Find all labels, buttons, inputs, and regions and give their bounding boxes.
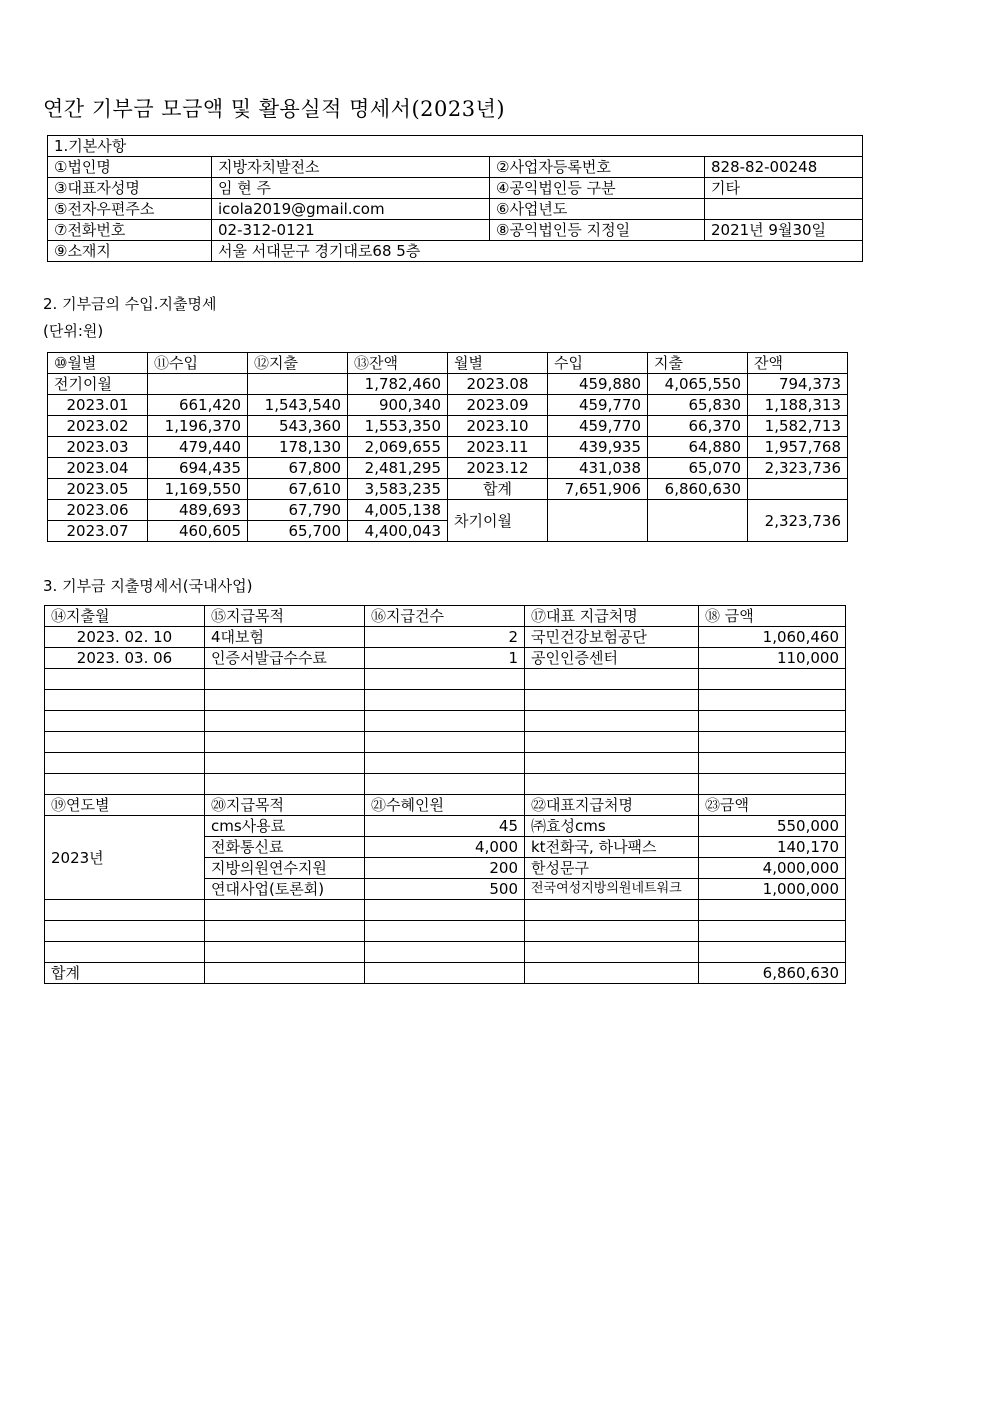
empty-row [45,774,846,795]
purpose-cell: 지방의원연수지원 [205,858,365,879]
empty-cell [699,942,846,963]
total-amount: 6,860,630 [699,963,846,984]
basic-info-table [47,135,863,262]
empty-cell [205,900,365,921]
table-row [48,479,848,500]
amount-cell: 1,582,713 [748,416,848,437]
empty-cell [525,942,699,963]
table-header-row [48,353,848,374]
empty-cell [45,900,205,921]
empty-cell [365,732,525,753]
empty-cell [699,669,846,690]
biz-year-value [705,199,863,220]
column-header: 월별 [448,353,548,374]
amount-cell: 65,830 [648,395,748,416]
empty-row [45,732,846,753]
amount-cell: 459,880 [548,374,648,395]
date-cell: 2023. 03. 06 [45,648,205,669]
table-header-row [45,795,846,816]
empty-cell [699,753,846,774]
amount-cell [248,374,348,395]
empty-cell [365,900,525,921]
amount-cell: 459,770 [548,416,648,437]
column-header: 수입 [548,353,648,374]
empty-cell [525,711,699,732]
income-expense-table [47,352,848,542]
carry-over-expense [648,500,748,542]
empty-cell [45,711,205,732]
carry-over-income [548,500,648,542]
page-title: 연간 기부금 모금액 및 활용실적 명세서(2023년) [43,97,506,121]
date-cell: 2023. 02. 10 [45,627,205,648]
empty-cell [205,753,365,774]
carry-over-label: 차기이월 [448,500,548,542]
amount-cell: 2,323,736 [748,458,848,479]
empty-cell [205,963,365,984]
total-label: 합계 [448,479,548,500]
amount-cell [748,479,848,500]
expense-detail-table [44,605,846,984]
empty-cell [525,963,699,984]
empty-cell [45,690,205,711]
corp-type-value: 기타 [705,178,863,199]
amount-cell: 694,435 [148,458,248,479]
table-row [45,627,846,648]
month-cell: 전기이월 [48,374,148,395]
amount-cell: 6,860,630 [648,479,748,500]
column-header: ⑳지급목적 [205,795,365,816]
table-row [48,395,848,416]
empty-cell [525,900,699,921]
table-row [48,437,848,458]
month-cell: 2023.10 [448,416,548,437]
purpose-cell: cms사용료 [205,816,365,837]
empty-cell [365,711,525,732]
email-value: icola2019@gmail.com [212,199,490,220]
corp-name-label: ①법인명 [48,157,212,178]
column-header: 지출 [648,353,748,374]
amount-cell: 65,070 [648,458,748,479]
empty-row [45,921,846,942]
column-header: ⑰대표 지급처명 [525,606,699,627]
rep-label: ③대표자성명 [48,178,212,199]
empty-cell [699,774,846,795]
amount-cell: 460,605 [148,521,248,542]
amount-cell: 2,481,295 [348,458,448,479]
amount-cell: 4,005,138 [348,500,448,521]
amount-cell: 66,370 [648,416,748,437]
amount-cell: 489,693 [148,500,248,521]
table-row [48,500,848,521]
empty-row [45,669,846,690]
amount-cell: 794,373 [748,374,848,395]
column-header: ⑭지출월 [45,606,205,627]
expense-section-title: 3. 기부금 지출명세서(국내사업) [43,577,253,595]
month-cell: 2023.12 [448,458,548,479]
table-row [45,816,846,837]
empty-cell [45,942,205,963]
empty-cell [205,774,365,795]
empty-row [45,690,846,711]
month-cell: 2023.04 [48,458,148,479]
table-header-row [45,606,846,627]
amount-cell: 479,440 [148,437,248,458]
corp-name-value: 지방자치발전소 [212,157,490,178]
column-header: ⑬잔액 [348,353,448,374]
designated-date-value: 2021년 9월30일 [705,220,863,241]
empty-cell [525,732,699,753]
amount-cell: 67,610 [248,479,348,500]
column-header: ⑫지출 [248,353,348,374]
empty-cell [205,732,365,753]
income-section-title: 2. 기부금의 수입.지출명세 [43,295,217,313]
phone-value: 02-312-0121 [212,220,490,241]
amount-cell: 178,130 [248,437,348,458]
carry-over-balance: 2,323,736 [748,500,848,542]
column-header: ⑮지급목적 [205,606,365,627]
empty-cell [699,732,846,753]
empty-cell [365,921,525,942]
month-cell: 2023.11 [448,437,548,458]
amount-cell: 459,770 [548,395,648,416]
phone-label: ⑦전화번호 [48,220,212,241]
empty-cell [45,669,205,690]
empty-cell [525,669,699,690]
corp-type-label: ④공익법인등 구분 [490,178,705,199]
empty-cell [205,942,365,963]
amount-cell: 4,400,043 [348,521,448,542]
empty-cell [45,753,205,774]
empty-cell [205,669,365,690]
empty-cell [365,690,525,711]
amount-cell: 3,583,235 [348,479,448,500]
amount-cell: 4,000,000 [699,858,846,879]
beneficiary-count-cell: 4,000 [365,837,525,858]
amount-cell: 64,880 [648,437,748,458]
amount-cell: 431,038 [548,458,648,479]
purpose-cell: 연대사업(토론회) [205,879,365,900]
table-row [48,416,848,437]
column-header: 잔액 [748,353,848,374]
beneficiary-count-cell: 500 [365,879,525,900]
empty-cell [365,774,525,795]
purpose-cell: 4대보험 [205,627,365,648]
year-cell: 2023년 [45,816,205,900]
amount-cell: 900,340 [348,395,448,416]
column-header: ⑯지급건수 [365,606,525,627]
table-row [48,458,848,479]
amount-cell: 543,360 [248,416,348,437]
empty-cell [205,711,365,732]
count-cell: 1 [365,648,525,669]
email-label: ⑤전자우편주소 [48,199,212,220]
amount-cell: 67,800 [248,458,348,479]
empty-cell [525,921,699,942]
amount-cell: 4,065,550 [648,374,748,395]
empty-cell [45,921,205,942]
payee-cell: 한성문구 [525,858,699,879]
beneficiary-count-cell: 200 [365,858,525,879]
month-cell: 2023.03 [48,437,148,458]
amount-cell: 110,000 [699,648,846,669]
empty-cell [45,774,205,795]
amount-cell: 1,782,460 [348,374,448,395]
amount-cell: 140,170 [699,837,846,858]
empty-cell [699,921,846,942]
amount-cell: 550,000 [699,816,846,837]
payee-cell: 전국여성지방의원네트워크 [525,879,699,900]
empty-cell [365,753,525,774]
amount-cell: 1,957,768 [748,437,848,458]
total-row [45,963,846,984]
payee-cell: 국민건강보험공단 [525,627,699,648]
month-cell: 2023.07 [48,521,148,542]
month-cell: 2023.09 [448,395,548,416]
designated-date-label: ⑧공익법인등 지정일 [490,220,705,241]
count-cell: 2 [365,627,525,648]
empty-cell [525,690,699,711]
column-header: ⑲연도별 [45,795,205,816]
column-header: ㉓금액 [699,795,846,816]
beneficiary-count-cell: 45 [365,816,525,837]
column-header: ⑩월별 [48,353,148,374]
amount-cell: 439,935 [548,437,648,458]
month-cell: 2023.05 [48,479,148,500]
empty-row [45,900,846,921]
purpose-cell: 인증서발급수수료 [205,648,365,669]
amount-cell [148,374,248,395]
address-label: ⑨소재지 [48,241,212,262]
payee-cell: 공인인증센터 [525,648,699,669]
table-row [45,648,846,669]
amount-cell: 1,000,000 [699,879,846,900]
payee-cell: ㈜효성cms [525,816,699,837]
purpose-cell: 전화통신료 [205,837,365,858]
empty-cell [699,690,846,711]
empty-cell [205,921,365,942]
month-cell: 2023.01 [48,395,148,416]
unit-label: (단위:원) [43,322,104,340]
empty-cell [365,942,525,963]
table-row [48,374,848,395]
column-header: ㉒대표지급처명 [525,795,699,816]
amount-cell: 2,069,655 [348,437,448,458]
empty-cell [365,963,525,984]
amount-cell: 1,188,313 [748,395,848,416]
payee-cell: kt전화국, 하나팩스 [525,837,699,858]
column-header: ㉑수혜인원 [365,795,525,816]
biz-no-value: 828-82-00248 [705,157,863,178]
empty-cell [525,753,699,774]
month-cell: 2023.02 [48,416,148,437]
month-cell: 2023.08 [448,374,548,395]
empty-row [45,942,846,963]
empty-cell [45,732,205,753]
amount-cell: 65,700 [248,521,348,542]
amount-cell: 67,790 [248,500,348,521]
month-cell: 2023.06 [48,500,148,521]
biz-no-label: ②사업자등록번호 [490,157,705,178]
rep-value: 임 현 주 [212,178,490,199]
empty-cell [365,669,525,690]
amount-cell: 1,196,370 [148,416,248,437]
amount-cell: 661,420 [148,395,248,416]
empty-cell [699,900,846,921]
biz-year-label: ⑥사업년도 [490,199,705,220]
empty-cell [525,774,699,795]
column-header: ⑱ 금액 [699,606,846,627]
amount-cell: 1,169,550 [148,479,248,500]
total-label: 합계 [45,963,205,984]
empty-cell [205,690,365,711]
basic-info-header: 1.기본사항 [48,136,863,157]
amount-cell: 1,060,460 [699,627,846,648]
amount-cell: 1,553,350 [348,416,448,437]
address-value: 서울 서대문구 경기대로68 5층 [212,241,863,262]
amount-cell: 1,543,540 [248,395,348,416]
empty-row [45,711,846,732]
amount-cell: 7,651,906 [548,479,648,500]
column-header: ⑪수입 [148,353,248,374]
empty-row [45,753,846,774]
empty-cell [699,711,846,732]
